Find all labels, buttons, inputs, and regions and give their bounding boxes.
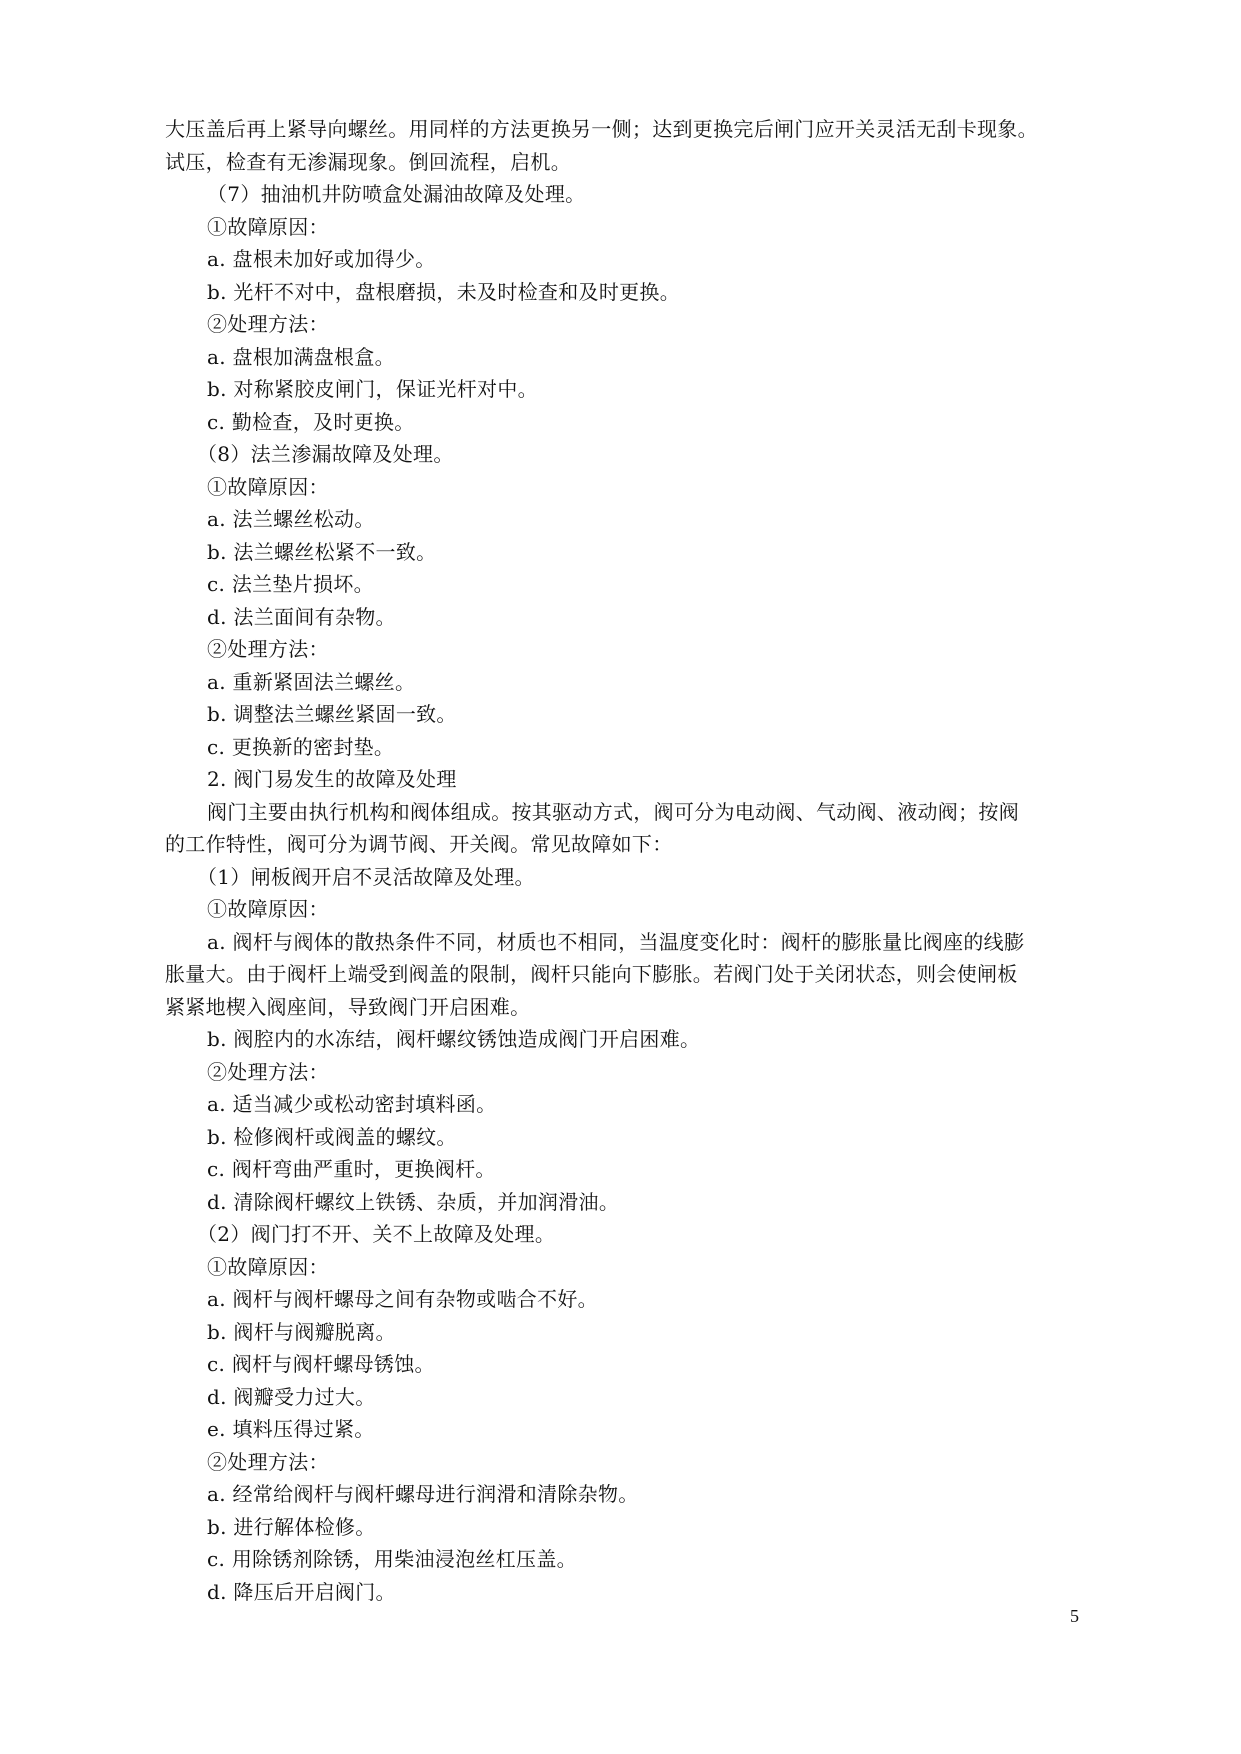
text-line: c. 用除锈剂除锈，用柴油浸泡丝杠压盖。 <box>207 1547 577 1571</box>
text-line: a. 阀杆与阀杆螺母之间有杂物或啮合不好。 <box>207 1287 598 1311</box>
text-line: （7）抽油机井防喷盒处漏油故障及处理。 <box>207 182 586 206</box>
text-line: 阀门主要由执行机构和阀体组成。按其驱动方式，阀可分为电动阀、气动阀、液动阀；按阀 <box>207 799 1019 824</box>
text-line: b. 检修阀杆或阀盖的螺纹。 <box>207 1124 457 1149</box>
text-line: 试压，检查有无渗漏现象。倒回流程，启机。 <box>165 149 571 174</box>
text-line: ②处理方法： <box>207 1449 329 1474</box>
text-line: d. 清除阀杆螺纹上铁锈、杂质，并加润滑油。 <box>207 1189 620 1214</box>
text-line: a. 盘根未加好或加得少。 <box>207 247 436 271</box>
text-line: b. 法兰螺丝松紧不一致。 <box>207 539 437 564</box>
text-line: a. 阀杆与阀体的散热条件不同，材质也不相同，当温度变化时：阀杆的膨胀量比阀座的线膨 <box>207 929 1025 954</box>
text-line: a. 经常给阀杆与阀杆螺母进行润滑和清除杂物。 <box>207 1482 639 1506</box>
text-line: d. 法兰面间有杂物。 <box>207 604 396 629</box>
text-line: b. 阀杆与阀瓣脱离。 <box>207 1319 396 1344</box>
text-line: a. 盘根加满盘根盒。 <box>207 344 395 369</box>
text-line: c. 法兰垫片损坏。 <box>207 572 374 596</box>
text-line: b. 调整法兰螺丝紧固一致。 <box>207 702 457 726</box>
text-line: （1）闸板阀开启不灵活故障及处理。 <box>197 864 535 889</box>
text-line: a. 重新紧固法兰螺丝。 <box>207 669 416 694</box>
text-line: ①故障原因： <box>207 1254 329 1279</box>
text-line: 紧紧地楔入阀座间，导致阀门开启困难。 <box>165 994 531 1019</box>
text-line: b. 进行解体检修。 <box>207 1514 376 1539</box>
text-line: d. 降压后开启阀门。 <box>207 1579 396 1604</box>
text-line: b. 阀腔内的水冻结，阀杆螺纹锈蚀造成阀门开启困难。 <box>207 1027 701 1051</box>
text-line: a. 法兰螺丝松动。 <box>207 507 375 531</box>
text-line: d. 阀瓣受力过大。 <box>207 1384 376 1409</box>
text-line: ①故障原因： <box>207 897 329 921</box>
text-line: 的工作特性，阀可分为调节阀、开关阀。常见故障如下： <box>165 832 673 856</box>
text-line: e. 填料压得过紧。 <box>207 1417 375 1441</box>
text-line: b. 光杆不对中，盘根磨损，未及时检查和及时更换。 <box>207 279 681 304</box>
text-line: ②处理方法： <box>207 1059 329 1084</box>
text-line: c. 更换新的密封垫。 <box>207 734 395 759</box>
text-line: ②处理方法： <box>207 312 329 336</box>
text-line: 大压盖后再上紧导向螺丝。用同样的方法更换另一侧；达到更换完后闸门应开关灵活无刮卡现象。 <box>165 117 1038 141</box>
text-line: ①故障原因： <box>207 214 329 239</box>
text-line: （8）法兰渗漏故障及处理。 <box>197 442 454 466</box>
text-line: ②处理方法： <box>207 637 329 661</box>
text-line: （2）阀门打不开、关不上故障及处理。 <box>197 1222 556 1246</box>
page-number: 5 <box>1070 1606 1079 1626</box>
text-line: c. 勤检查，及时更换。 <box>207 409 415 434</box>
text-line: 2. 阀门易发生的故障及处理 <box>207 767 457 791</box>
text-line: c. 阀杆与阀杆螺母锈蚀。 <box>207 1352 435 1376</box>
document-body <box>165 113 1085 1608</box>
text-line: c. 阀杆弯曲严重时，更换阀杆。 <box>207 1157 496 1181</box>
text-line: a. 适当减少或松动密封填料函。 <box>207 1092 497 1116</box>
text-line: 胀量大。由于阀杆上端受到阀盖的限制，阀杆只能向下膨胀。若阀门处于关闭状态，则会使闸板 <box>165 962 1018 986</box>
text-line: b. 对称紧胶皮闸门，保证光杆对中。 <box>207 377 538 401</box>
text-line: ①故障原因： <box>207 474 329 499</box>
